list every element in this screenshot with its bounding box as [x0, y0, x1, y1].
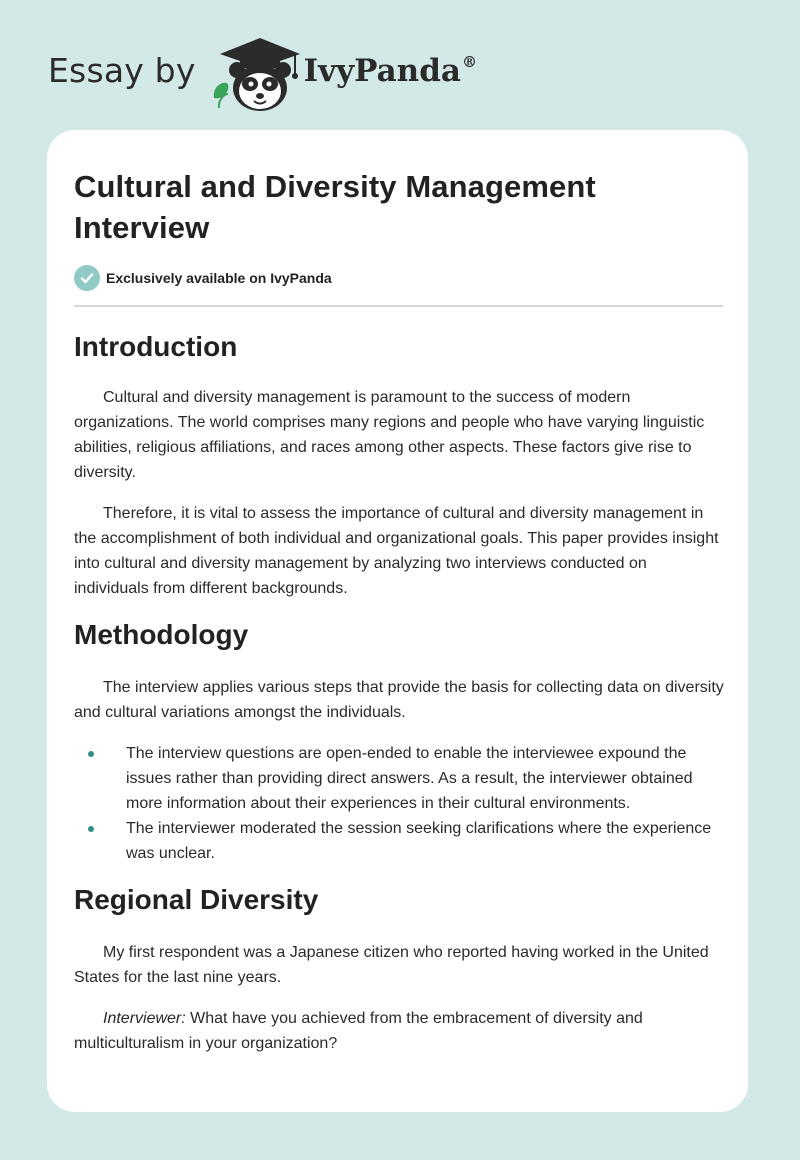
list-item: The interviewer moderated the session seeking clarifications where the experience was unclear.: [74, 816, 724, 866]
badge-label: Exclusively available on IvyPanda: [106, 270, 332, 286]
essay-by-label: Essay by: [48, 50, 196, 90]
interviewer-question: [74, 1006, 724, 1056]
paragraph: Therefore, it is vital to assess the importance of cultural and diversity management in the accomplishment of both individual and organizational goals. This paper provides insight into cultural and diversity management by analyzing two interviews conducted on individuals from different backgrounds.: [74, 505, 719, 597]
list-item: The interview questions are open-ended to enable the interviewee expound the issues rather than providing direct answers. As a result, the interviewer obtained more information about their experiences in their cultural environments.: [74, 741, 724, 816]
brand-logo-text[interactable]: IvyPanda®: [303, 53, 477, 89]
divider: [74, 305, 723, 307]
paragraph: My first respondent was a Japanese citizen who reported having worked in the United States for the last nine years.: [74, 944, 709, 986]
checkmark-icon: [74, 265, 100, 291]
site-header: [48, 34, 508, 114]
exclusive-badge: [74, 265, 724, 291]
paragraph: The interview applies various steps that provide the basis for collecting data on diversity and cultural variations amongst the individuals.: [74, 679, 724, 721]
section-heading-methodology: Methodology: [74, 619, 249, 650]
panda-mascot-icon: [210, 34, 302, 114]
paragraph: Cultural and diversity management is paramount to the success of modern organizations. The world comprises many regions and people who have varying linguistic abilities, religious affiliations, and races among other aspects. These factors give rise to diversity.: [74, 389, 705, 481]
bullet-list: [74, 741, 724, 866]
essay-card: [47, 130, 748, 1112]
section-heading-introduction: Introduction: [74, 331, 238, 362]
page-title: Cultural and Diversity Management Interview: [74, 169, 596, 245]
section-heading-regional-diversity: Regional Diversity: [74, 884, 319, 915]
interviewer-label: Interviewer:: [103, 1010, 186, 1027]
question-text: What have you achieved from the embracement of diversity and multiculturalism in your organization?: [74, 1010, 643, 1052]
essay-content: [74, 166, 724, 1056]
